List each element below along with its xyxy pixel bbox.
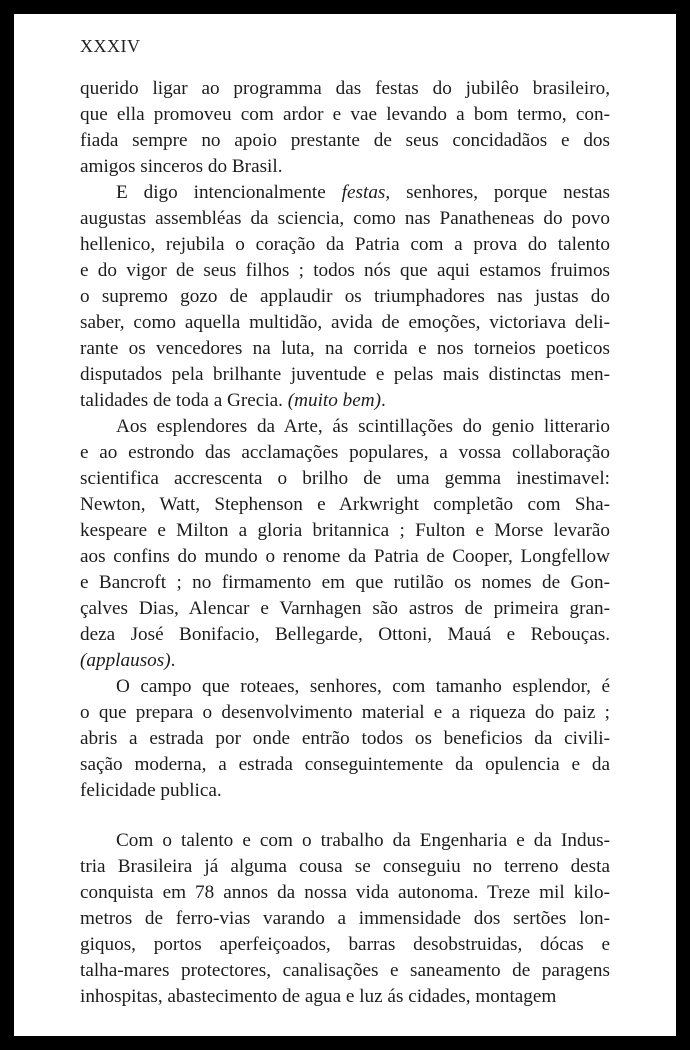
italic-text: (muito bem) xyxy=(287,390,382,411)
text-line xyxy=(80,310,610,336)
text-line xyxy=(80,752,610,778)
text-line xyxy=(80,154,610,180)
text-line xyxy=(80,492,610,518)
text-run: inhospitas, abastecimento de agua e luz ás cidades, montagem xyxy=(80,986,557,1007)
text-run: . xyxy=(381,390,386,411)
text-run: querido ligar ao programma das festas do jubilêo brasileiro, xyxy=(80,78,610,99)
text-run: scientifica accrescenta o brilho de uma gemma inestimavel: xyxy=(80,468,610,489)
text-line xyxy=(80,828,610,854)
text-line xyxy=(80,362,610,388)
text-line xyxy=(80,544,610,570)
text-run: deza José Bonifacio, Bellegarde, Ottoni, Mauá e Rebouças. xyxy=(80,624,610,645)
text-line xyxy=(80,880,610,906)
text-line xyxy=(80,518,610,544)
text-run: E digo intencionalmente xyxy=(116,182,342,203)
text-run: . xyxy=(170,650,176,671)
text-line xyxy=(80,622,610,648)
text-line xyxy=(80,906,610,932)
text-run: aos confins do mundo o renome da Patria de Cooper, Longfellow xyxy=(80,546,610,567)
text-line xyxy=(80,180,610,206)
text-line xyxy=(80,414,610,440)
text-run: felicidade publica. xyxy=(80,780,222,801)
text-run: talidades de toda a Grecia. xyxy=(80,390,288,411)
text-run: augustas assembléas da sciencia, como nas Panatheneas do povo xyxy=(80,208,610,229)
text-run: fiada sempre no apoio prestante de seus concidadãos e dos xyxy=(80,130,610,151)
text-run: talha-mares protectores, canalisações e saneamento de paragens xyxy=(80,960,610,981)
text-run: Aos esplendores da Arte, ás scintillações do genio litterario xyxy=(116,416,610,437)
text-line xyxy=(80,128,610,154)
text-run: e ao estrondo das acclamações populares, a vossa collaboração xyxy=(80,442,610,463)
document-page xyxy=(14,14,676,1036)
text-line xyxy=(80,700,610,726)
text-line xyxy=(80,778,610,804)
text-line xyxy=(80,674,610,700)
paragraph xyxy=(80,76,610,180)
text-run: çalves Dias, Alencar e Varnhagen são astros de primeira gran- xyxy=(80,598,610,619)
text-run: que ella promoveu com ardor e vae levando a bom termo, con- xyxy=(80,104,610,125)
text-line xyxy=(80,232,610,258)
paragraph xyxy=(80,180,610,414)
text-line xyxy=(80,102,610,128)
text-run: tria Brasileira já alguma cousa se conseguiu no terreno desta xyxy=(80,856,610,877)
text-line xyxy=(80,648,610,674)
paragraph xyxy=(80,674,610,804)
text-run: giquos, portos aperfeiçoados, barras desobstruidas, dócas e xyxy=(80,934,610,955)
text-run: , senhores, porque nestas xyxy=(385,182,610,203)
text-line xyxy=(80,466,610,492)
text-line xyxy=(80,932,610,958)
italic-text: (applausos) xyxy=(80,650,171,671)
text-run: conquista em 78 annos da nossa vida autonoma. Treze mil kilo- xyxy=(80,882,610,903)
italic-text: festas xyxy=(341,182,386,203)
text-line xyxy=(80,958,610,984)
text-line xyxy=(80,388,610,414)
text-run: disputados pela brilhante juventude e pelas mais distinctas men- xyxy=(80,364,610,385)
text-run: abris a estrada por onde entrão todos os beneficios da civili- xyxy=(80,728,610,749)
text-run: e do vigor de seus filhos ; todos nós que aqui estamos fruimos xyxy=(80,260,610,281)
text-line xyxy=(80,336,610,362)
text-line xyxy=(80,570,610,596)
text-run: rante os vencedores na luta, na corrida e nos torneios poeticos xyxy=(80,338,610,359)
text-run: o que prepara o desenvolvimento material e a riqueza do paiz ; xyxy=(80,702,610,723)
text-line xyxy=(80,76,610,102)
text-run: saber, como aquella multidão, avida de emoções, victoriava deli- xyxy=(80,312,610,333)
text-run: hellenico, rejubila o coração da Patria com a prova do talento xyxy=(80,234,610,255)
text-run: sação moderna, a estrada conseguintemente da opulencia e da xyxy=(80,754,610,775)
text-run: amigos sinceros do Brasil. xyxy=(80,156,283,177)
text-line xyxy=(80,726,610,752)
text-line xyxy=(80,984,610,1010)
paragraph xyxy=(80,828,610,1010)
text-line xyxy=(80,258,610,284)
text-run: Newton, Watt, Stephenson e Arkwright completão com Sha- xyxy=(80,494,610,515)
paragraph xyxy=(80,414,610,674)
text-run: metros de ferro-vias varando a immensidade dos sertões lon- xyxy=(80,908,610,929)
text-line xyxy=(80,854,610,880)
text-line xyxy=(80,440,610,466)
text-line xyxy=(80,206,610,232)
text-run: O campo que roteaes, senhores, com tamanho esplendor, é xyxy=(116,676,610,697)
text-line xyxy=(80,596,610,622)
page-number: XXXIV xyxy=(80,36,141,56)
paragraph-gap xyxy=(80,804,610,828)
text-run: Com o talento e com o trabalho da Engenharia e da Indus- xyxy=(116,830,610,851)
body-text xyxy=(80,76,610,1010)
text-run: o supremo gozo de applaudir os triumphadores nas justas do xyxy=(80,286,610,307)
text-run: kespeare e Milton a gloria britannica ; Fulton e Morse levarão xyxy=(80,520,610,541)
text-line xyxy=(80,284,610,310)
text-run: e Bancroft ; no firmamento em que rutilão os nomes de Gon- xyxy=(80,572,610,593)
